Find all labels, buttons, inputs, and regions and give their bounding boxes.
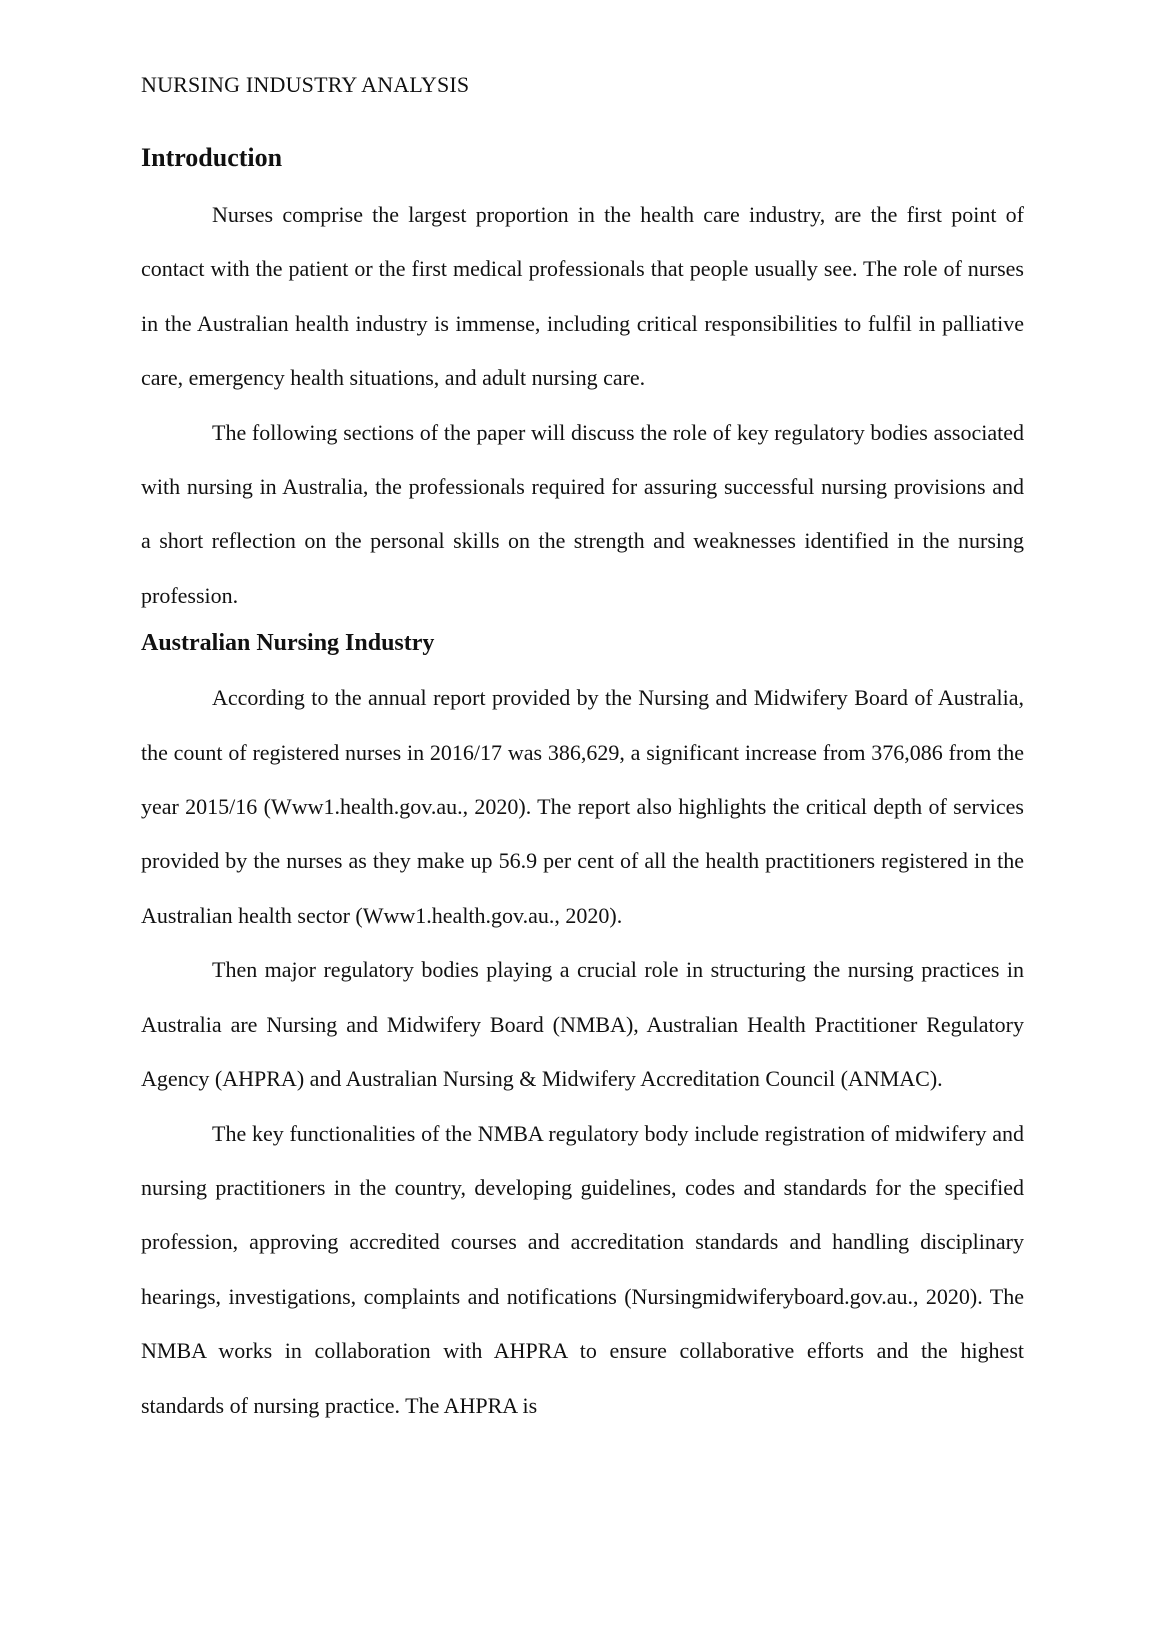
spacer: [141, 663, 1024, 671]
introduction-heading: Introduction: [141, 143, 283, 172]
australian-nursing-industry-heading: Australian Nursing Industry: [141, 630, 435, 657]
industry-paragraph-2: Then major regulatory bodies playing a crucial role in structuring the nursing practices in Australia are Nursing and Midwifery Board (NMBA), Australian Health Practitioner Regulatory Agency (AHPRA) and Australian Nursing & Midwifery Accreditation Council (ANMAC).: [141, 957, 1024, 1092]
introduction-paragraph-1: Nurses comprise the largest proportion in the health care industry, are the first point of contact with the patient or the first medical professionals that people usually see. The role of nurses in the Australian health industry is immense, including critical responsibilities to fulfil in palliative care, emergency health situations, and adult nursing care.: [141, 202, 1024, 391]
introduction-paragraph-2: The following sections of the paper will discuss the role of key regulatory bodies associated with nursing in Australia, the professionals required for assuring successful nursing provisions and a short reflection on the personal skills on the strength and weaknesses identified in the nursing profession.: [141, 419, 1024, 608]
spacer: [141, 178, 1024, 188]
industry-paragraph-1: According to the annual report provided by the Nursing and Midwifery Board of Australia, the count of registered nurses in 2016/17 was 386,629, a significant increase from 376,086 from the year 2015/16 (Www1.health.gov.au., 2020). The report also highlights the critical depth of services provided by the nurses as they make up 56.9 per cent of all the health practitioners registered in the Australian health sector (Www1.health.gov.au., 2020).: [141, 685, 1024, 928]
running-head: NURSING INDUSTRY ANALYSIS: [141, 72, 470, 97]
industry-paragraph-3: The key functionalities of the NMBA regulatory body include registration of midwifery and nursing practitioners in the country, developing guidelines, codes and standards for the specified profession, approving accredited courses and accreditation standards and handling disciplinary hearings, investigations, complaints and notifications (Nursingmidwiferyboard.gov.au., 2020). The NMBA works in collaboration with AHPRA to ensure collaborative efforts and the highest standards of nursing practice. The AHPRA is: [141, 1120, 1024, 1418]
document-body: [141, 138, 1024, 1433]
